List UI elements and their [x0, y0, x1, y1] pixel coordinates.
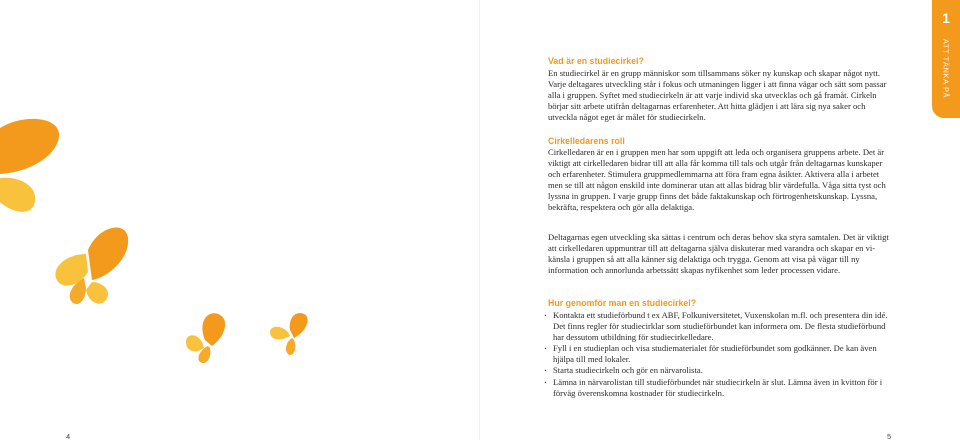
chapter-number: 1 — [942, 10, 950, 26]
list-item: · Fyll i en studieplan och visa studiematerialet för studieförbundet som godkänner. De kan även hjälpa till med lokaler. — [544, 343, 889, 365]
list-item: · Lämna in närvarolistan till studieförbundet när studiecirkeln är slut. Lämna även in kvitton för i förväg överenskomna kostnader för studiecirkeln. — [544, 377, 889, 399]
butterflies-illustration — [0, 110, 330, 370]
paragraph-what-is-study-circle: En studiecirkel är en grupp människor som tillsammans söker ny kunskap och skapar något nytt. Varje deltagares utveckling står i fokus och utmaningen ligger i att finna vägar och sätt som passar alla i gruppen. Syftet med studiecirkeln är att varje individ ska utvecklas och gå framåt. Cirkeln börjar sitt arbete utifrån deltagarnas erfarenheter. Att hitta glädjen i att lära sig nya saker och utveckla något eget är målet för studiecirkeln. — [548, 68, 887, 123]
page-number-left: 4 — [66, 432, 71, 441]
list-item: · Kontakta ett studieförbund t ex ABF, Folkuniversitetet, Vuxenskolan m.fl. och presentera din idé. Det finns regler för studiecirklar som studieförbundet kan informera om. De flesta studieförbund har dessutom utbildning för studiecirkelledare. — [544, 310, 889, 343]
heading-what-is-study-circle: Vad är en studiecirkel? — [548, 56, 644, 66]
paragraph-leader-role-1: Cirkelledaren är en i gruppen men har som uppgift att leda och organisera gruppens arbete. Det är viktigt att cirkelledaren bidrar till att alla får komma till tals och utgår från deltagarnas kunskaper och erfarenheter. Stimulera gruppmedlemmarna att föra fram egna åsikter. Aktivera alla i arbetet men se till att någon enskild inte dominerar utan att allas bidrag blir värdefulla. Våga sitta tyst och lyssna in gruppen. I varje grupp finns det både faktakunskap och förtrogenhetskunskap. Lyssna, bekräfta, respektera och gör alla delaktiga. — [548, 147, 886, 213]
paragraph-leader-role-2: Deltagarnas egen utveckling ska sättas i centrum och deras behov ska styra samtalen. Det är viktigt att cirkelledaren uppmuntrar till att deltagarna själva diskuterar med varandra och skapar en vi-känsla i gruppen så att alla känner sig delaktiga och trygga. Genom att visa på vägar till ny information och annorlunda arbetssätt skapas nyfikenhet som leder processen vidare. — [548, 232, 889, 276]
how-to-run-list — [544, 310, 889, 399]
chapter-tab-label: ATT TÄNKA PÅ — [941, 38, 951, 99]
butterfly-tiny-icon — [270, 313, 308, 355]
page-number-right: 5 — [887, 432, 892, 441]
heading-how-to-run: Hur genomför man en studiecirkel? — [548, 298, 697, 308]
page-spine — [479, 0, 480, 440]
list-item: · Starta studiecirkeln och gör en närvarolista. — [544, 365, 889, 376]
butterfly-medium-icon — [55, 228, 128, 305]
heading-leader-role: Cirkelledarens roll — [548, 136, 625, 146]
butterfly-large-icon — [0, 119, 59, 212]
chapter-tab — [932, 0, 960, 118]
butterfly-small-icon — [186, 313, 225, 363]
